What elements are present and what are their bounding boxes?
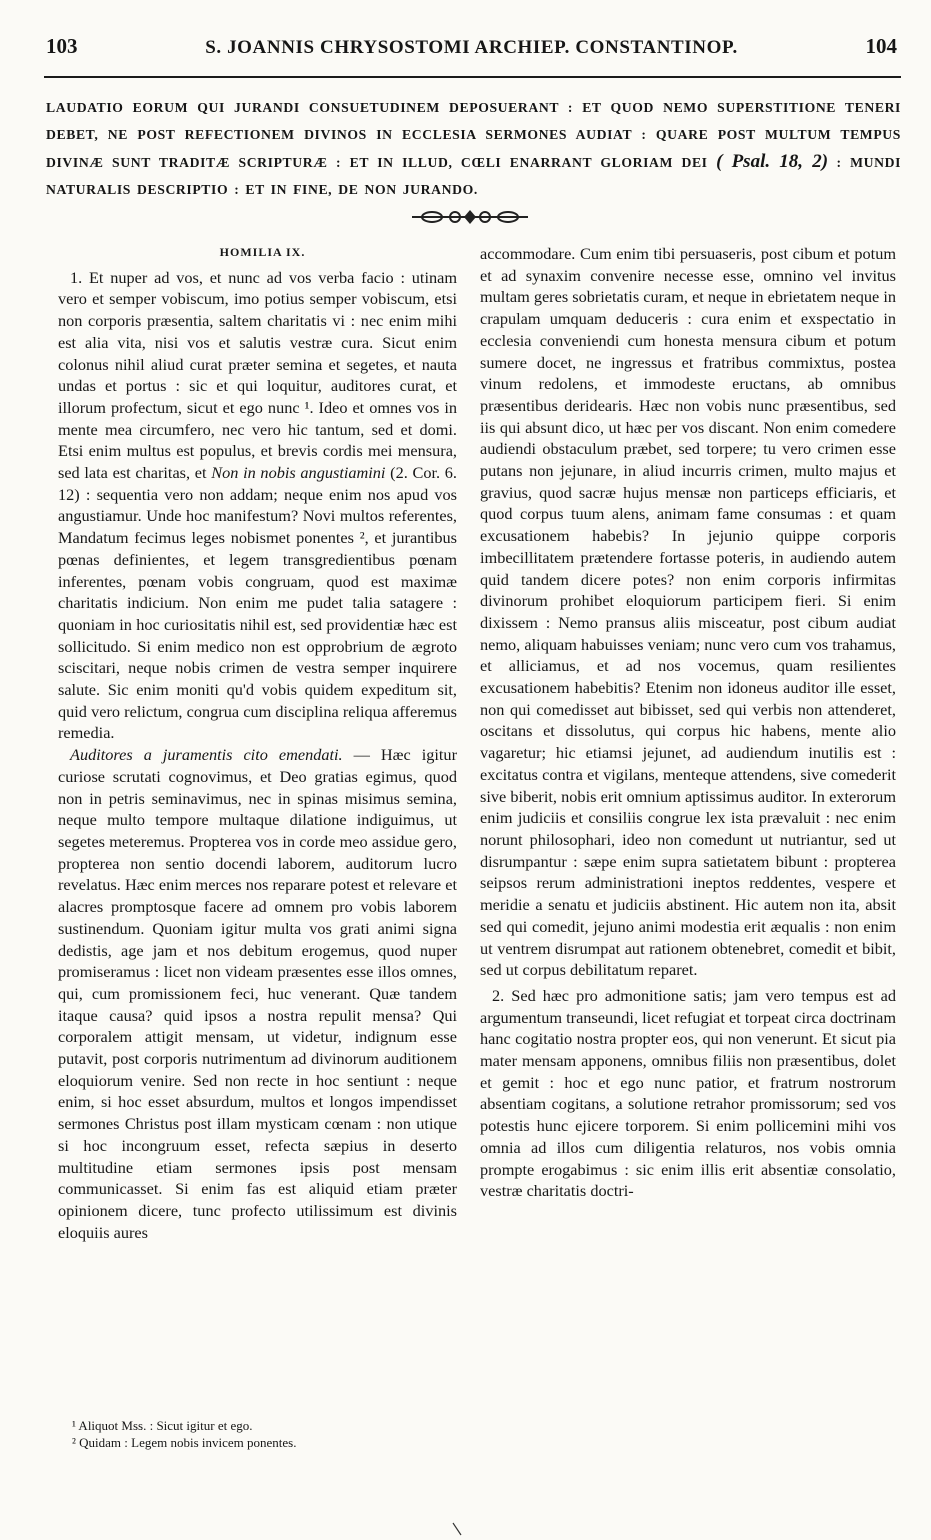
page-header — [46, 34, 897, 68]
running-title: S. JOANNIS CHRYSOSTOMI ARCHIEP. CONSTANTINOP. — [205, 37, 738, 58]
left-column — [58, 242, 457, 1243]
print-mark — [451, 1522, 463, 1536]
right-column — [480, 243, 896, 1202]
footnotes — [72, 1417, 452, 1451]
page-number-left: 103 — [46, 34, 78, 58]
paragraph-2-text: — Hæc igitur curiose scrutati cognovimus, et Deo gratias egimus, quod non in petris seminavimus, nec in spinas misimus semina, neque multo tempore multaque dilatione indiguimus, ut segetes meteremus. Propterea vos in corde meo assidue gero, propterea non sentio docendi laborem, auditorum lucro revelatus. Hæc enim merces nos reparare potest et relevare et alacres promptosque facere ad omnem pro vobis laborem sustinendum. Quoniam igitur multa vos grati animi signa dedistis, age jam et nos debitum erogemus, quod nuper promiseramus : licet non videam præsentes esse illos omnes, qui, cum promissionem feci, huc venerant. Quæ tandem itaque causa? quid ipsos a nostra repulit mensa? Qui corporalem attigit mensam, ut videtur, indignum esse putavit, post corporis nutrimentum ad divinorum auditionem eloquiorum venire. Sed non recte in hoc sentiunt : neque enim, si hoc esset absurdum, multos et longos impendisset sermones Christus post illam mysticam cœnam : non utique si hoc incongruum esset, refecta sæpius in deserto multitudine etiam sermones ipsis post mensam communicasset. Si enim fas est aliquid etiam præter opinionem dicere, tunc profecto utilissimum est divinis eloquiis aures — [58, 745, 457, 1242]
page-number-right: 104 — [865, 34, 897, 58]
summary-text-1: LAUDATIO EORUM QUI JURANDI CONSUETUDINEM DEPOSUERANT : ET QUOD NEMO SUPERSTITIONE TENERI DEBET, NE POST REFECTIONEM DIVINOS IN ECCLESIA SERMONES AUDIAT : QUARE POST MULTUM TEMPUS DIVINÆ SUNT TRADITÆ SCRIPTURÆ : ET IN ILLUD, CŒLI ENARRANT GLORIAM DEI — [46, 100, 901, 170]
paragraph-3: 2. Sed hæc pro admonitione satis; jam vero tempus est ad argumentum transeundi, licet refugiat et torpeat circa doctrinam hanc cogitatio nostra propter eos, qui non venerunt. Et sicut pia mater mensam apponens, omnibus filiis non præsentibus, dolet et gemit : hoc et ego nunc patior, et fratrum nostrorum absentiam cogitans, a solutione retrahor promissorum; sed vos potestis hunc ejicere torporem. Si enim pollicemini mihi vos omnia ad illos cum diligentia relaturos, nos vobis omnia prompte erogabimus : sic enim illis erit absentiæ consolatio, vestræ charitatis doctri- — [480, 985, 896, 1201]
footnote-1: ¹ Aliquot Mss. : Sicut igitur et ego. — [72, 1418, 253, 1433]
paragraph-1 — [58, 267, 457, 744]
ornament-divider — [410, 206, 530, 228]
homily-summary — [46, 94, 901, 203]
paragraph-2 — [58, 744, 457, 1243]
summary-text-2: : MUNDI NATURALIS DESCRIPTIO : ET IN FINE, DE NON JURANDO. — [46, 155, 901, 197]
scripture-quote: Non in nobis angustiamini — [211, 463, 386, 483]
paragraph-2-continued: accommodare. Cum enim tibi persuaseris, post cibum et potum et ad synaxim convenire necesse esse, omnino vel invitus multam geres sobrietatis curam, et neque in ebrietatem neque in crapulam umquam deduceris : cura enim et exspectatio in ecclesia conveniendi cum honesta mensura cibum et potum sumere docet, ne ingressus et fratribus commixtus, postea vinum redolens, et immodeste eructans, ab omnibus præsentibus deridearis. Hæc non vobis nunc præsentibus, sed iis qui absunt dico, ut hæc per vos discant. Non enim comedere audiendi obstaculum præbet, sed torpere; tu vero crimen esse putans non jejunare, in aliud incurris crimen, multo majus et gravius, quod sacræ hujus mensæ non particeps efficiaris, et quod corpus tuum alens, animam fame consumas : et quam excusationem habebis? In jejunio quippe corporis imbecillitatem prætendere fortasse poteris, in audiendo autem quid tandem dicere potes? non enim corporis infirmitas divinorum prohibet eloquiorum participem fieri. Si enim dixissem : Nemo pransus aliis misceatur, post cibum audiat nemo, aliquam habuisses veniam; nunc vero cum vos trahamus, et alliciamus, et ad nos vocemus, quam resilientes excusationem habebitis? Etenim non idoneus auditor ille esset, non qui comedisset aut bibisset, sed qui verbis non attenderet, oscitans et dissolutus, qui corpus hic habens, mente alio vagaretur; hic etiamsi jejunet, ad audiendum inutilis est : excitatus contra et vigilans, menteque attendens, sive comederit sive biberit, nobis erit omnium aptissimus auditor. In exterorum enim judiciis et consiliis congrue lex ista prævaluit : nec enim norunt philosophari, ideo non comedunt ut nutriantur, sed ut disrumpantur : sæpe enim supra satietatem bibunt : propterea seipsos rerum administrationi ineptos reddentes, vespere et meridie a senatu et judiciis abstinent. Hic autem non ita, absit sed qui comedit, jejuno animi modestia erit æqualis : non enim ut ventrem disrumpat aut rationem obtenebret, comedit et bibit, sed ut corpus debilitatum reparet. — [480, 244, 896, 980]
paragraph-1-start: 1. Et nuper ad vos, et nunc ad vos verba facio : utinam vero et semper vobiscum, imo potius semper vobiscum, etsi non corporis præsentia, saltem charitatis vi : nec enim mihi est alia vita, nisi vos et salutis vestræ cura. Sicut enim colonus nihil aliud curat præter semina et segetes, et nauta undas et portus : sic et qui loquitur, auditores curat, et illorum profectum, sicut et ego nunc ¹. Ideo et omnes vos in mente mea circumfero, nec vero hic tantum, sed et domi. Etsi enim multus est populus, et brevis cordis mei mensura, sed lata est charitas, et — [58, 267, 457, 483]
paragraph-1-rest: (2. Cor. 6. 12) : sequentia vero non addam; neque enim nos apud vos angustiamur. Unde hoc manifestum? Novi multos referentes, Mandatum fecimus leges nobismet ponentes ², et jurantibus pœnas definientes, et legem transgredientibus pœnam inferentes, pœnam vobis congruam, quod est maximæ charitatis indicium. Non enim me pudet talia satagere : quoniam in hoc curiositatis nihil est, sed providentiæ hæc est sollicitudo. Si enim medico non est opprobrium de ægroto sciscitari, neque nobis crimen de vestra semper inquirere salute. Sic enim moniti qu'd vobis quidem expeditum sit, quid vero relictum, congrua cum disciplina reliqua afferemus remedia. — [58, 463, 457, 743]
section-subtitle: Auditores a juramentis cito emendati. — [70, 745, 343, 765]
footnote-2: ² Quidam : Legem nobis invicem ponentes. — [72, 1435, 297, 1450]
psalm-reference: ( Psal. 18, 2) — [716, 151, 829, 172]
homily-title: HOMILIA IX. — [219, 245, 306, 259]
header-rule — [44, 76, 901, 78]
